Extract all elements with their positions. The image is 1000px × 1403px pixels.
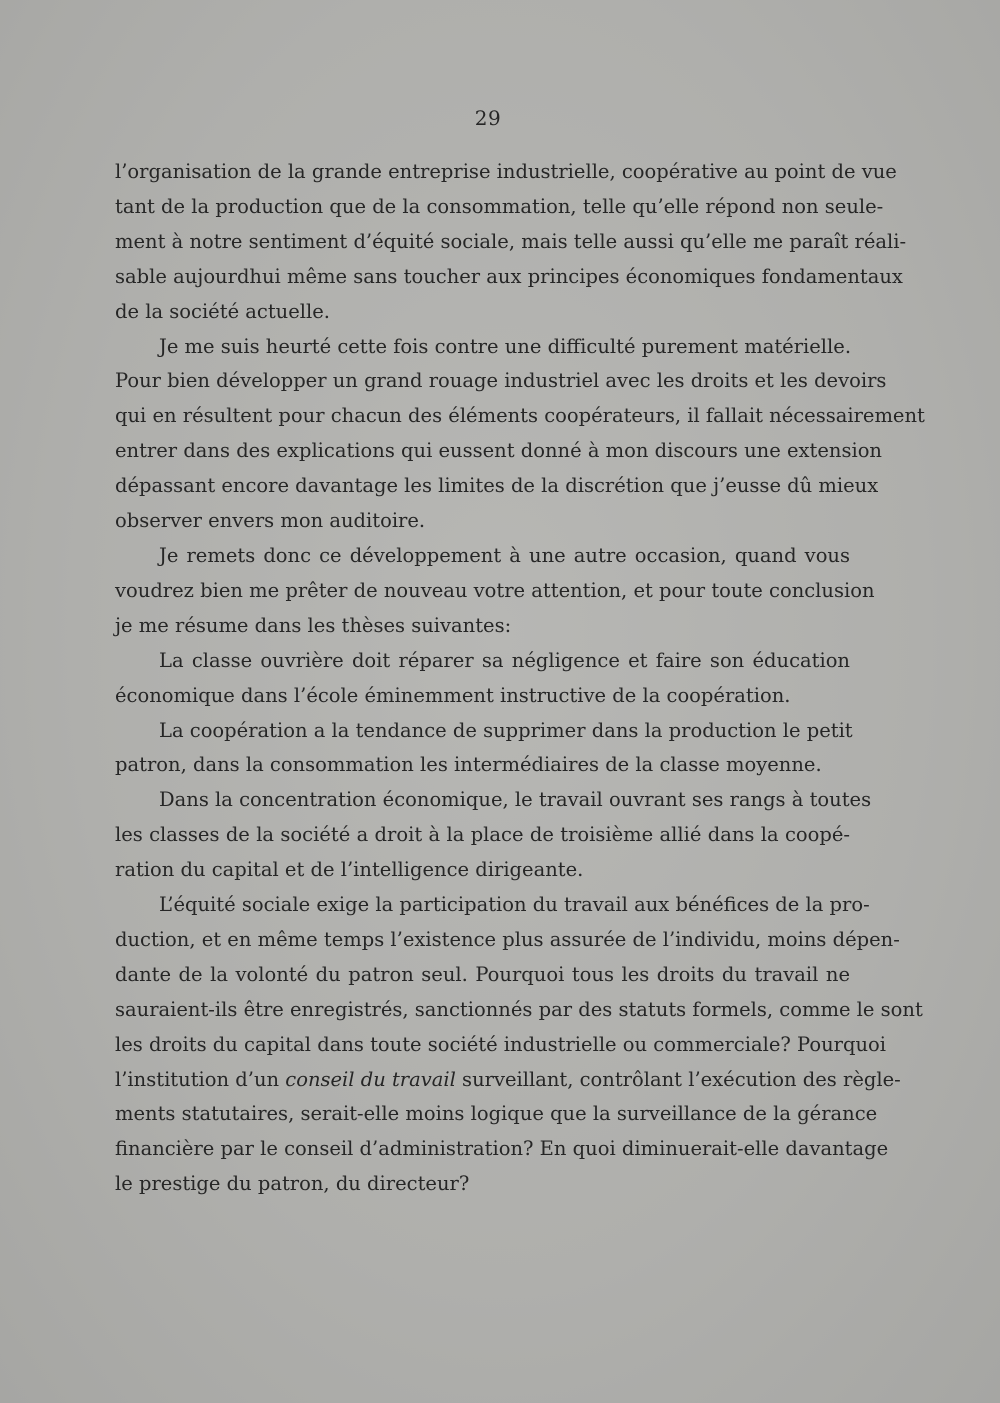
text-line: Dans la concentration économique, le travail ouvrant ses rangs à toutes	[159, 788, 872, 812]
paragraph	[115, 714, 853, 784]
text-line: dépassant encore davantage les limites de la discrétion que j’eusse dû mieux	[115, 474, 879, 498]
paragraph	[115, 539, 875, 644]
page-number: 29	[474, 106, 502, 130]
text-line: financière par le conseil d’administration? En quoi diminuerait-elle davantage	[115, 1137, 889, 1161]
body-text	[115, 155, 925, 1202]
text-line: Je remets donc ce développement à une autre occasion, quand vous	[159, 543, 850, 567]
paragraph	[115, 644, 850, 714]
text-line: je me résume dans les thèses suivantes:	[115, 613, 512, 637]
paragraph	[115, 888, 923, 1202]
text-line: l’institution d’un conseil du travail surveillant, contrôlant l’exécution des règle-	[115, 1067, 901, 1091]
italic-phrase: conseil du travail	[285, 1067, 456, 1091]
paragraph	[115, 330, 925, 539]
text-line: dante de la volonté du patron seul. Pourquoi tous les droits du travail ne	[115, 962, 850, 986]
text-line: La classe ouvrière doit réparer sa négligence et faire son éducation	[159, 648, 850, 672]
text-line: le prestige du patron, du directeur?	[115, 1172, 470, 1196]
text-line: Je me suis heurté cette fois contre une difficulté purement matérielle.	[159, 334, 852, 358]
text-line: ments statutaires, serait-elle moins logique que la surveillance de la gérance	[115, 1102, 878, 1126]
text-line: les droits du capital dans toute société industrielle ou commerciale? Pourquoi	[115, 1032, 886, 1056]
text-line: sable aujourdhui même sans toucher aux principes économiques fondamentaux	[115, 264, 903, 288]
paragraph	[115, 783, 872, 888]
text-line: Pour bien développer un grand rouage industriel avec les droits et les devoirs	[115, 369, 887, 393]
text-line: les classes de la société a droit à la place de troisième allié dans la coopé-	[115, 823, 850, 847]
text-line: de la société actuelle.	[115, 299, 330, 323]
text-line: entrer dans des explications qui eussent donné à mon discours une extension	[115, 439, 882, 463]
text-line: l’organisation de la grande entreprise industrielle, coopérative au point de vue	[115, 160, 897, 183]
text-line: économique dans l’école éminemment instructive de la coopération.	[115, 683, 791, 707]
paragraph	[115, 155, 907, 330]
text-line: sauraient-ils être enregistrés, sanctionnés par des statuts formels, comme le sont	[115, 997, 923, 1021]
text-line: observer envers mon auditoire.	[115, 509, 426, 533]
text-line: L’équité sociale exige la participation du travail aux bénéfices de la pro-	[159, 893, 870, 917]
text-line: tant de la production que de la consommation, telle qu’elle répond non seule-	[115, 194, 884, 218]
text-line: duction, et en même temps l’existence plus assurée de l’individu, moins dépen-	[115, 927, 900, 951]
text-line: ment à notre sentiment d’équité sociale, mais telle aussi qu’elle me paraît réali-	[115, 229, 907, 253]
text-line: La coopération a la tendance de supprimer dans la production le petit	[159, 718, 853, 742]
text-line: voudrez bien me prêter de nouveau votre attention, et pour toute conclusion	[115, 578, 875, 602]
text-line: qui en résultent pour chacun des éléments coopérateurs, il fallait nécessairement	[115, 404, 925, 428]
text-line: ration du capital et de l’intelligence dirigeante.	[115, 858, 584, 882]
text-line: patron, dans la consommation les intermédiaires de la classe moyenne.	[115, 753, 822, 777]
